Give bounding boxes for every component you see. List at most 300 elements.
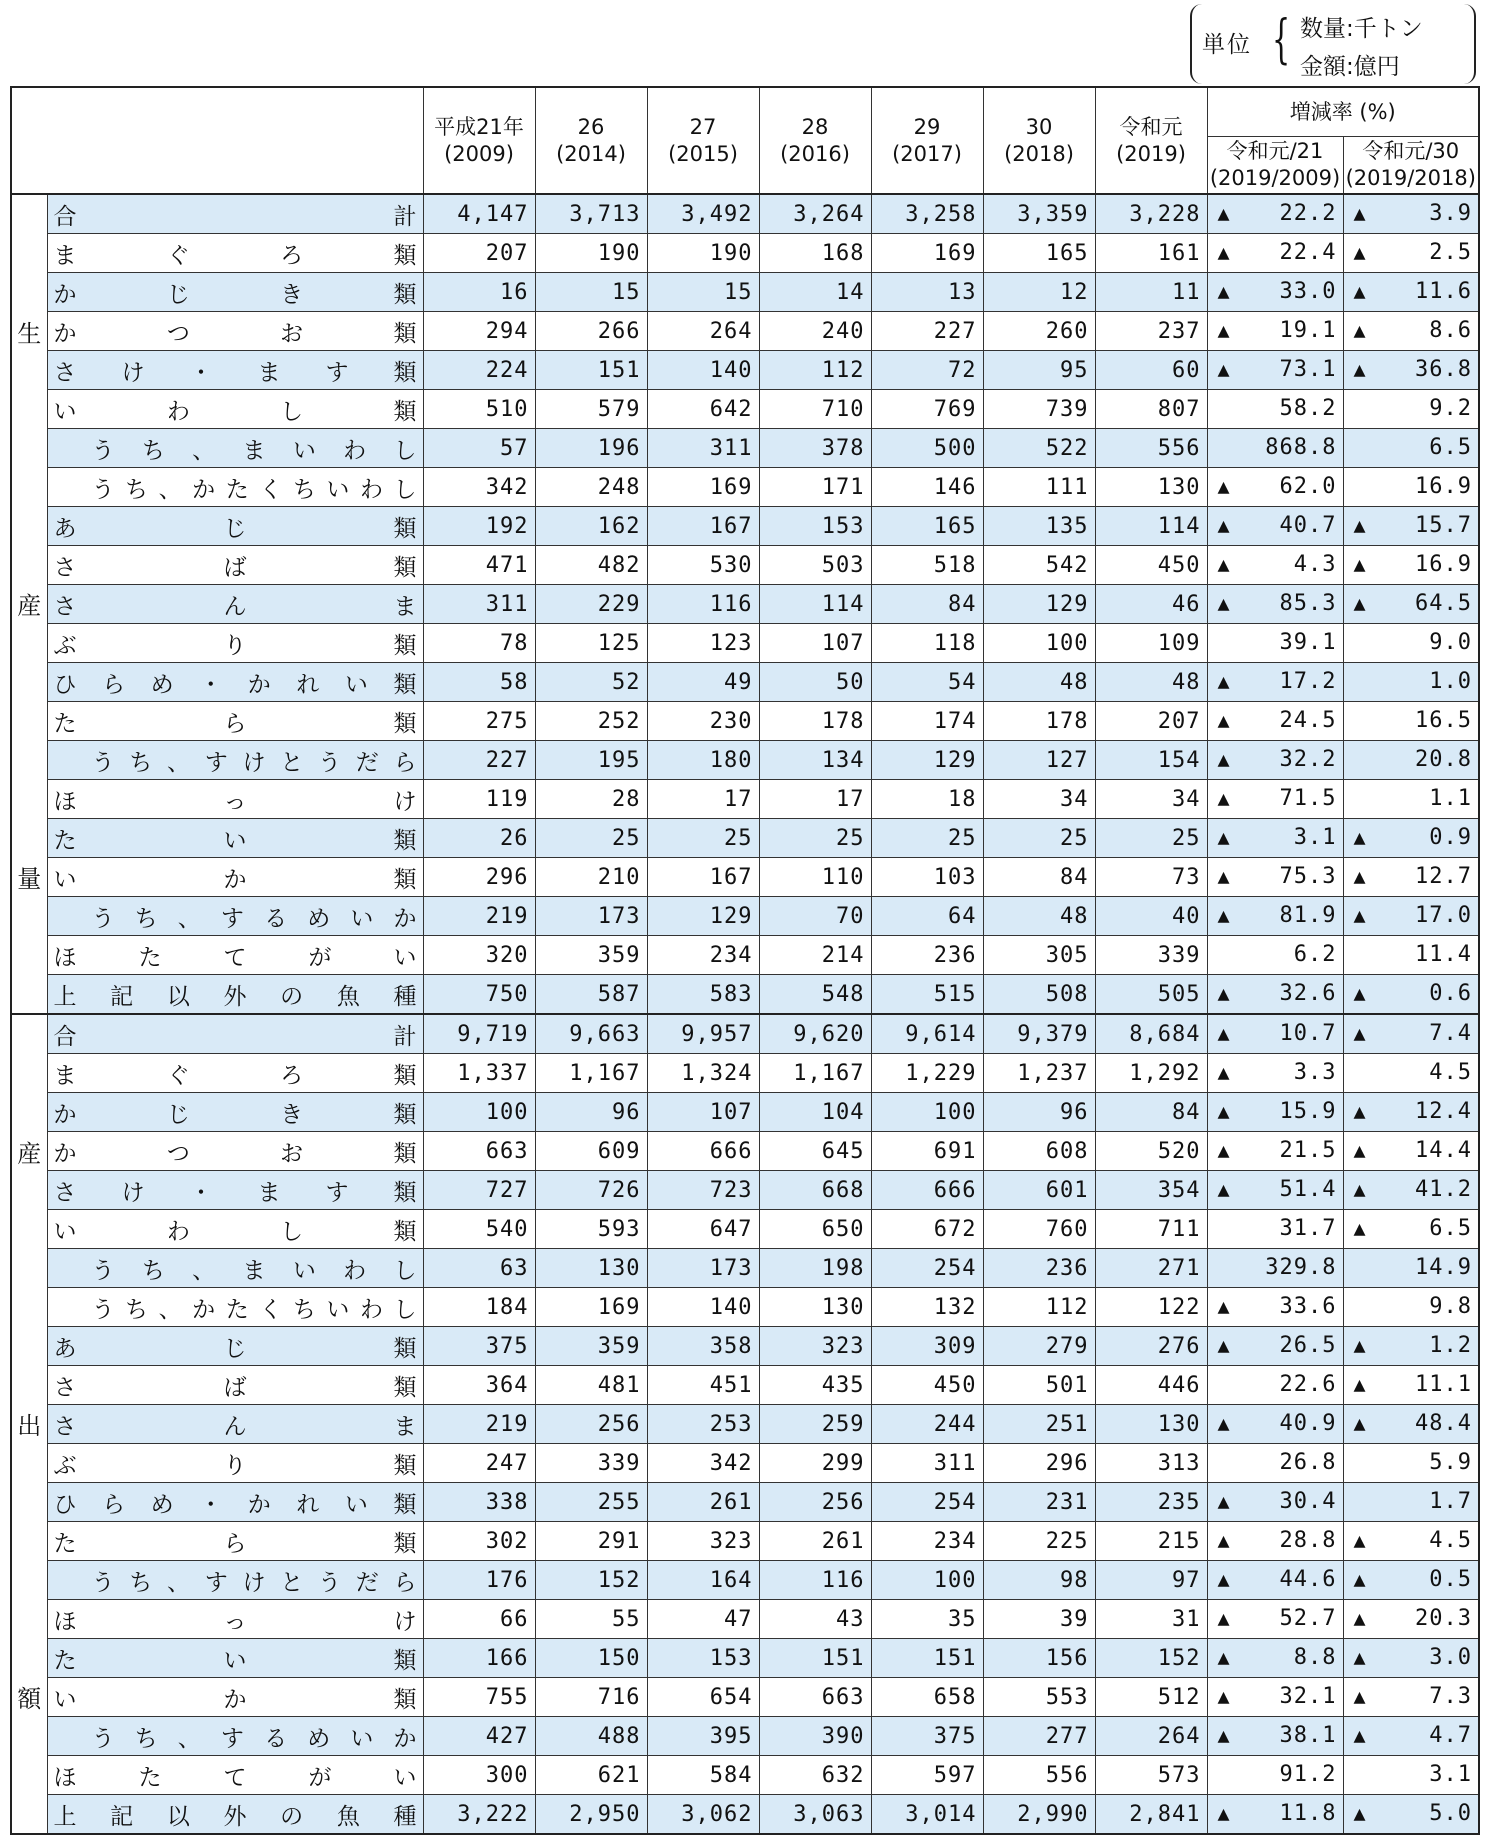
value-cell: 152	[535, 1561, 647, 1600]
row-label: さんま	[47, 1405, 423, 1444]
rate-cell	[1343, 234, 1479, 273]
rate-value: 3.9	[1429, 201, 1472, 226]
value-cell: 1,324	[647, 1054, 759, 1093]
rate-cell	[1207, 1795, 1343, 1835]
value-cell: 25	[983, 819, 1095, 858]
group-label	[11, 194, 47, 1014]
rate-cell	[1343, 1405, 1479, 1444]
value-cell: 252	[535, 702, 647, 741]
decrease-triangle-icon: ▲	[1217, 1333, 1230, 1357]
decrease-triangle-icon: ▲	[1353, 1177, 1366, 1201]
value-cell: 55	[535, 1600, 647, 1639]
rate-cell	[1207, 1366, 1343, 1405]
value-cell: 72	[871, 351, 983, 390]
value-cell: 342	[423, 468, 535, 507]
value-cell: 3,063	[759, 1795, 871, 1835]
value-cell: 184	[423, 1288, 535, 1327]
rate-cell	[1207, 507, 1343, 546]
table-row	[11, 468, 1479, 507]
value-cell: 503	[759, 546, 871, 585]
decrease-triangle-icon: ▲	[1353, 1723, 1366, 1747]
rate-value: 64.5	[1415, 591, 1472, 616]
rate-value: 6.5	[1429, 435, 1472, 460]
group-label-char: 額	[17, 1685, 42, 1714]
value-cell: 3,062	[647, 1795, 759, 1835]
rate-value: 19.1	[1279, 318, 1337, 343]
row-label: うち、すけとうだら	[47, 1561, 423, 1600]
rate-value: 36.8	[1415, 357, 1472, 382]
value-cell: 103	[871, 858, 983, 897]
decrease-triangle-icon: ▲	[1217, 1099, 1230, 1123]
value-cell: 727	[423, 1171, 535, 1210]
row-label: 合計	[47, 1014, 423, 1054]
rate-value: 12.7	[1415, 864, 1472, 889]
value-cell: 63	[423, 1249, 535, 1288]
decrease-triangle-icon: ▲	[1353, 240, 1366, 264]
rate-value: 52.7	[1279, 1606, 1337, 1631]
value-cell: 663	[423, 1132, 535, 1171]
value-cell: 236	[871, 936, 983, 975]
value-cell: 264	[647, 312, 759, 351]
table-row	[11, 624, 1479, 663]
rate-value: 48.4	[1415, 1411, 1472, 1436]
rate-value: 1.1	[1429, 786, 1472, 811]
group-label	[11, 1014, 47, 1834]
rate-cell	[1207, 1600, 1343, 1639]
value-cell: 302	[423, 1522, 535, 1561]
row-label: 合計	[47, 194, 423, 234]
rate-cell	[1207, 975, 1343, 1015]
decrease-triangle-icon: ▲	[1217, 279, 1230, 303]
rate-value: 16.9	[1415, 552, 1472, 577]
table-row	[11, 1444, 1479, 1483]
value-cell: 48	[983, 663, 1095, 702]
value-cell: 162	[535, 507, 647, 546]
table-row	[11, 1756, 1479, 1795]
value-cell: 130	[1095, 1405, 1207, 1444]
decrease-triangle-icon: ▲	[1217, 552, 1230, 576]
rate-cell	[1207, 234, 1343, 273]
value-cell: 112	[759, 351, 871, 390]
unit-amount: 金額:億円	[1300, 54, 1400, 80]
value-cell: 254	[871, 1249, 983, 1288]
value-cell: 127	[983, 741, 1095, 780]
value-cell: 276	[1095, 1327, 1207, 1366]
decrease-triangle-icon: ▲	[1217, 1489, 1230, 1513]
rate-value: 9.8	[1429, 1294, 1472, 1319]
value-cell: 515	[871, 975, 983, 1015]
value-cell: 579	[535, 390, 647, 429]
value-cell: 320	[423, 936, 535, 975]
value-cell: 259	[759, 1405, 871, 1444]
value-cell: 3,228	[1095, 194, 1207, 234]
row-label: あじ類	[47, 1327, 423, 1366]
rate-value: 5.0	[1429, 1801, 1472, 1826]
decrease-triangle-icon: ▲	[1217, 1411, 1230, 1435]
value-cell: 244	[871, 1405, 983, 1444]
value-cell: 601	[983, 1171, 1095, 1210]
value-cell: 39	[983, 1600, 1095, 1639]
rate-cell	[1343, 1132, 1479, 1171]
row-label: うち、するめいか	[47, 1717, 423, 1756]
table-row	[11, 429, 1479, 468]
table-row	[11, 975, 1479, 1015]
value-cell: 587	[535, 975, 647, 1015]
value-cell: 225	[983, 1522, 1095, 1561]
value-cell: 1,292	[1095, 1054, 1207, 1093]
table-row	[11, 1405, 1479, 1444]
value-cell: 520	[1095, 1132, 1207, 1171]
value-cell: 229	[535, 585, 647, 624]
value-cell: 471	[423, 546, 535, 585]
value-cell: 542	[983, 546, 1095, 585]
decrease-triangle-icon: ▲	[1353, 981, 1366, 1005]
rate-value: 30.4	[1279, 1489, 1337, 1514]
decrease-triangle-icon: ▲	[1353, 1606, 1366, 1630]
rate-cell	[1207, 1014, 1343, 1054]
table-row	[11, 1561, 1479, 1600]
rate-cell	[1343, 1288, 1479, 1327]
rate-cell	[1207, 390, 1343, 429]
group-label-char: 出	[17, 1412, 42, 1441]
row-label: うち、すけとうだら	[47, 741, 423, 780]
value-cell: 219	[423, 1405, 535, 1444]
unit-label: 単位	[1202, 32, 1252, 58]
rate-value: 329.8	[1265, 1255, 1337, 1280]
value-cell: 807	[1095, 390, 1207, 429]
rate-value: 44.6	[1279, 1567, 1337, 1592]
value-cell: 750	[423, 975, 535, 1015]
rate-cell	[1343, 585, 1479, 624]
decrease-triangle-icon: ▲	[1217, 786, 1230, 810]
table-row	[11, 273, 1479, 312]
rate-value: 71.5	[1279, 786, 1337, 811]
decrease-triangle-icon: ▲	[1353, 591, 1366, 615]
rate-cell	[1207, 1756, 1343, 1795]
decrease-triangle-icon: ▲	[1217, 825, 1230, 849]
rate-cell	[1207, 351, 1343, 390]
rate-cell	[1343, 1600, 1479, 1639]
rate-cell	[1343, 936, 1479, 975]
rate-cell	[1207, 585, 1343, 624]
value-cell: 169	[647, 468, 759, 507]
rate-cell	[1343, 1171, 1479, 1210]
rate-value: 5.9	[1429, 1450, 1472, 1475]
rate-cell	[1207, 741, 1343, 780]
table-row	[11, 897, 1479, 936]
value-cell: 122	[1095, 1288, 1207, 1327]
table-row	[11, 936, 1479, 975]
rate-value: 17.2	[1279, 669, 1337, 694]
rate-value: 51.4	[1279, 1177, 1337, 1202]
value-cell: 505	[1095, 975, 1207, 1015]
table-row	[11, 1054, 1479, 1093]
section-production-volume	[11, 194, 1479, 1014]
rate-cell	[1207, 624, 1343, 663]
decrease-triangle-icon: ▲	[1353, 513, 1366, 537]
value-cell: 156	[983, 1639, 1095, 1678]
rate-value: 0.5	[1429, 1567, 1472, 1592]
rate-cell	[1343, 1639, 1479, 1678]
rate-cell	[1207, 273, 1343, 312]
rate-cell	[1343, 1522, 1479, 1561]
value-cell: 540	[423, 1210, 535, 1249]
col-year-6: 令和元 (2019)	[1095, 87, 1207, 194]
value-cell: 264	[1095, 1717, 1207, 1756]
rate-cell	[1343, 858, 1479, 897]
value-cell: 132	[871, 1288, 983, 1327]
table-row	[11, 1327, 1479, 1366]
value-cell: 173	[535, 897, 647, 936]
rate-value: 38.1	[1279, 1723, 1337, 1748]
rate-value: 31.7	[1279, 1216, 1337, 1241]
table-row	[11, 1795, 1479, 1835]
value-cell: 260	[983, 312, 1095, 351]
value-cell: 153	[647, 1639, 759, 1678]
value-cell: 167	[647, 507, 759, 546]
value-cell: 3,713	[535, 194, 647, 234]
value-cell: 52	[535, 663, 647, 702]
rate-value: 32.2	[1279, 747, 1337, 772]
rate-cell	[1343, 663, 1479, 702]
value-cell: 2,950	[535, 1795, 647, 1835]
value-cell: 663	[759, 1678, 871, 1717]
rate-cell	[1343, 702, 1479, 741]
value-cell: 66	[423, 1600, 535, 1639]
value-cell: 378	[759, 429, 871, 468]
value-cell: 12	[983, 273, 1095, 312]
value-cell: 240	[759, 312, 871, 351]
value-cell: 451	[647, 1366, 759, 1405]
value-cell: 129	[983, 585, 1095, 624]
value-cell: 98	[983, 1561, 1095, 1600]
table-row	[11, 507, 1479, 546]
value-cell: 112	[983, 1288, 1095, 1327]
value-cell: 658	[871, 1678, 983, 1717]
value-cell: 173	[647, 1249, 759, 1288]
value-cell: 135	[983, 507, 1095, 546]
table-row	[11, 234, 1479, 273]
value-cell: 190	[647, 234, 759, 273]
value-cell: 97	[1095, 1561, 1207, 1600]
value-cell: 40	[1095, 897, 1207, 936]
rate-value: 24.5	[1279, 708, 1337, 733]
decrease-triangle-icon: ▲	[1353, 864, 1366, 888]
rate-cell	[1207, 1444, 1343, 1483]
value-cell: 9,614	[871, 1014, 983, 1054]
rate-value: 4.3	[1293, 552, 1337, 577]
value-cell: 755	[423, 1678, 535, 1717]
row-label: 上記以外の魚種	[47, 975, 423, 1015]
decrease-triangle-icon: ▲	[1217, 903, 1230, 927]
table-row	[11, 1093, 1479, 1132]
value-cell: 151	[759, 1639, 871, 1678]
value-cell: 84	[871, 585, 983, 624]
value-cell: 271	[1095, 1249, 1207, 1288]
table-row	[11, 780, 1479, 819]
value-cell: 9,719	[423, 1014, 535, 1054]
value-cell: 192	[423, 507, 535, 546]
rate-value: 3.0	[1429, 1645, 1472, 1670]
value-cell: 395	[647, 1717, 759, 1756]
decrease-triangle-icon: ▲	[1217, 1606, 1230, 1630]
value-cell: 654	[647, 1678, 759, 1717]
value-cell: 48	[1095, 663, 1207, 702]
value-cell: 84	[1095, 1093, 1207, 1132]
value-cell: 299	[759, 1444, 871, 1483]
value-cell: 716	[535, 1678, 647, 1717]
rate-value: 2.5	[1429, 240, 1472, 265]
value-cell: 645	[759, 1132, 871, 1171]
brace-icon: {	[1272, 10, 1291, 70]
value-cell: 207	[1095, 702, 1207, 741]
value-cell: 501	[983, 1366, 1095, 1405]
rate-cell	[1343, 546, 1479, 585]
rate-cell	[1207, 1522, 1343, 1561]
value-cell: 739	[983, 390, 1095, 429]
value-cell: 309	[871, 1327, 983, 1366]
rate-cell	[1207, 1639, 1343, 1678]
value-cell: 339	[535, 1444, 647, 1483]
rate-cell	[1343, 780, 1479, 819]
decrease-triangle-icon: ▲	[1353, 201, 1366, 225]
rate-cell	[1207, 1561, 1343, 1600]
value-cell: 323	[647, 1522, 759, 1561]
decrease-triangle-icon: ▲	[1217, 357, 1230, 381]
value-cell: 3,258	[871, 194, 983, 234]
rate-value: 73.1	[1279, 357, 1337, 382]
table-row	[11, 741, 1479, 780]
rate-cell	[1343, 1678, 1479, 1717]
rate-cell	[1343, 1327, 1479, 1366]
value-cell: 500	[871, 429, 983, 468]
value-cell: 140	[647, 351, 759, 390]
rate-cell	[1207, 1093, 1343, 1132]
rate-value: 1.7	[1429, 1489, 1472, 1514]
rate-cell	[1343, 273, 1479, 312]
row-label: さんま	[47, 585, 423, 624]
value-cell: 510	[423, 390, 535, 429]
rate-value: 8.8	[1293, 1645, 1337, 1670]
value-cell: 364	[423, 1366, 535, 1405]
value-cell: 296	[983, 1444, 1095, 1483]
decrease-triangle-icon: ▲	[1353, 1411, 1366, 1435]
rate-cell	[1207, 1483, 1343, 1522]
value-cell: 277	[983, 1717, 1095, 1756]
rate-cell	[1343, 1444, 1479, 1483]
value-cell: 9,957	[647, 1014, 759, 1054]
value-cell: 760	[983, 1210, 1095, 1249]
value-cell: 25	[759, 819, 871, 858]
value-cell: 247	[423, 1444, 535, 1483]
rate-cell	[1343, 1717, 1479, 1756]
rate-value: 16.5	[1415, 708, 1472, 733]
value-cell: 96	[983, 1093, 1095, 1132]
value-cell: 231	[983, 1483, 1095, 1522]
row-label: ぶり類	[47, 1444, 423, 1483]
rate-cell	[1207, 819, 1343, 858]
value-cell: 116	[759, 1561, 871, 1600]
table-row	[11, 1288, 1479, 1327]
table-row	[11, 1483, 1479, 1522]
value-cell: 70	[759, 897, 871, 936]
value-cell: 34	[983, 780, 1095, 819]
value-cell: 666	[647, 1132, 759, 1171]
rate-value: 15.7	[1415, 513, 1472, 538]
value-cell: 711	[1095, 1210, 1207, 1249]
rate-value: 22.6	[1279, 1372, 1337, 1397]
value-cell: 647	[647, 1210, 759, 1249]
value-cell: 311	[647, 429, 759, 468]
value-cell: 3,359	[983, 194, 1095, 234]
value-cell: 3,492	[647, 194, 759, 234]
value-cell: 174	[871, 702, 983, 741]
value-cell: 107	[759, 624, 871, 663]
value-cell: 125	[535, 624, 647, 663]
value-cell: 166	[423, 1639, 535, 1678]
value-cell: 224	[423, 351, 535, 390]
rate-cell	[1207, 1405, 1343, 1444]
value-cell: 198	[759, 1249, 871, 1288]
section-production-value	[11, 1014, 1479, 1834]
rate-value: 26.8	[1279, 1450, 1337, 1475]
rate-value: 3.3	[1293, 1060, 1337, 1085]
value-cell: 50	[759, 663, 871, 702]
rate-cell	[1207, 1678, 1343, 1717]
value-cell: 446	[1095, 1366, 1207, 1405]
value-cell: 140	[647, 1288, 759, 1327]
value-cell: 3,264	[759, 194, 871, 234]
rate-cell	[1343, 507, 1479, 546]
value-cell: 14	[759, 273, 871, 312]
value-cell: 1,337	[423, 1054, 535, 1093]
value-cell: 123	[647, 624, 759, 663]
rate-value: 32.6	[1279, 981, 1337, 1006]
decrease-triangle-icon: ▲	[1353, 1528, 1366, 1552]
decrease-triangle-icon: ▲	[1217, 513, 1230, 537]
row-label: ぶり類	[47, 624, 423, 663]
decrease-triangle-icon: ▲	[1353, 1021, 1366, 1045]
table-row	[11, 1639, 1479, 1678]
rate-value: 9.0	[1429, 630, 1472, 655]
value-cell: 650	[759, 1210, 871, 1249]
row-label: 上記以外の魚種	[47, 1795, 423, 1835]
row-label: かじき類	[47, 1093, 423, 1132]
value-cell: 114	[759, 585, 871, 624]
row-label: かつお類	[47, 312, 423, 351]
value-cell: 151	[871, 1639, 983, 1678]
group-label-char: 生	[17, 319, 42, 348]
value-cell: 152	[1095, 1639, 1207, 1678]
value-cell: 435	[759, 1366, 871, 1405]
value-cell: 450	[1095, 546, 1207, 585]
rate-cell	[1343, 1054, 1479, 1093]
value-cell: 34	[1095, 780, 1207, 819]
rate-value: 1.0	[1429, 669, 1472, 694]
value-cell: 130	[535, 1249, 647, 1288]
row-label: うち、かたくちいわし	[47, 468, 423, 507]
value-cell: 16	[423, 273, 535, 312]
value-cell: 723	[647, 1171, 759, 1210]
decrease-triangle-icon: ▲	[1353, 1138, 1366, 1162]
rate-value: 28.8	[1279, 1528, 1337, 1553]
rate-cell	[1207, 1171, 1343, 1210]
value-cell: 169	[871, 234, 983, 273]
rate-value: 20.8	[1415, 747, 1472, 772]
rate-value: 4.5	[1429, 1528, 1472, 1553]
rate-cell	[1207, 194, 1343, 234]
value-cell: 26	[423, 819, 535, 858]
